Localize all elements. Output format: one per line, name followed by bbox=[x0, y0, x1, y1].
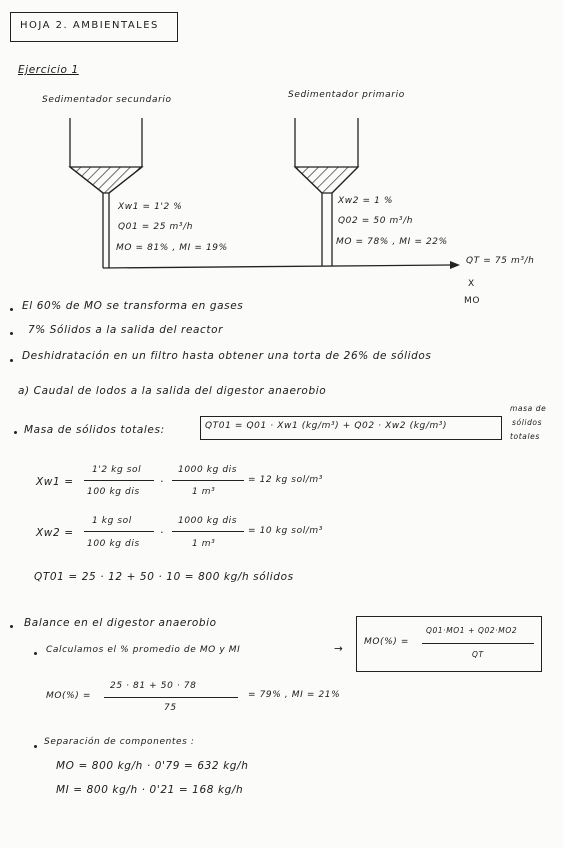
xw1-lhs: Xw1 = bbox=[36, 476, 74, 488]
box-num: Q01·MO1 + Q02·MO2 bbox=[426, 626, 518, 635]
mass-formula: QT01 = Q01 · Xw1 (kg/m³) + Q02 · Xw2 (kg/m³) bbox=[205, 421, 448, 431]
outlet-qt: QT = 75 m³/h bbox=[466, 256, 535, 266]
xw1-frac1 bbox=[84, 480, 154, 481]
stream2-q: Q02 = 50 m³/h bbox=[338, 216, 414, 226]
mass-note-2: sólidos bbox=[512, 418, 543, 427]
question-a: a) Caudal de lodos a la salida del digestor anaerobio bbox=[18, 385, 327, 397]
digester-sub: Calculamos el % promedio de MO y MI bbox=[46, 645, 241, 655]
bullet-dot bbox=[10, 332, 13, 335]
pipe-arrowhead bbox=[450, 261, 460, 269]
bullet-dot bbox=[34, 745, 37, 748]
process-diagram bbox=[0, 0, 563, 300]
xw1-result: = 12 kg sol/m³ bbox=[248, 475, 324, 485]
xw1-den1: 100 kg dis bbox=[87, 487, 140, 497]
label-sed-primario: Sedimentador primario bbox=[288, 90, 405, 100]
xw1-den2: 1 m³ bbox=[192, 487, 216, 497]
label-sed-secundario: Sedimentador secundario bbox=[42, 95, 172, 105]
stream1-mo-mi: MO = 81% , MI = 19% bbox=[116, 243, 228, 253]
mass-note-3: totales bbox=[510, 432, 540, 441]
xw2-frac2 bbox=[172, 531, 244, 532]
qt-calc: QT01 = 25 · 12 + 50 · 10 = 800 kg/h sólidos bbox=[34, 571, 294, 583]
xw2-num1: 1 kg sol bbox=[92, 516, 132, 526]
stream1-q: Q01 = 25 m³/h bbox=[118, 222, 194, 232]
outlet-mo: MO bbox=[464, 296, 481, 306]
bullet-2: 7% Sólidos a la salida del reactor bbox=[28, 324, 224, 336]
xw2-den2: 1 m³ bbox=[192, 539, 216, 549]
xw1-frac2 bbox=[172, 480, 244, 481]
digester-title: Balance en el digestor anaerobio bbox=[24, 617, 217, 629]
xw2-num2: 1000 kg dis bbox=[178, 516, 238, 526]
bullet-dot bbox=[14, 431, 17, 434]
main-pipe bbox=[103, 265, 450, 268]
xw1-dot: · bbox=[160, 476, 164, 488]
xw2-result: = 10 kg sol/m³ bbox=[248, 526, 324, 536]
box-den: QT bbox=[472, 650, 484, 659]
mass-label: Masa de sólidos totales: bbox=[24, 424, 165, 436]
exercise-title: Ejercicio 1 bbox=[18, 64, 79, 76]
xw1-num1: 1'2 kg sol bbox=[92, 465, 142, 475]
xw2-dot: · bbox=[160, 527, 164, 539]
mo-result: = 79% , MI = 21% bbox=[248, 690, 341, 700]
mo-lhs: MO(%) = bbox=[46, 691, 92, 701]
xw2-lhs: Xw2 = bbox=[36, 527, 74, 539]
outlet-x: X bbox=[468, 279, 475, 289]
box-frac bbox=[422, 643, 534, 644]
mo-num: 25 · 81 + 50 · 78 bbox=[110, 681, 197, 691]
bullet-3: Deshidratación en un filtro hasta obtener una torta de 26% de sólidos bbox=[22, 350, 432, 362]
mass-note-1: masa de bbox=[510, 404, 547, 413]
bullet-dot bbox=[10, 308, 13, 311]
box-lhs: MO(%) = bbox=[364, 637, 410, 647]
stream1-xw: Xw1 = 1'2 % bbox=[118, 202, 183, 212]
mo-frac bbox=[104, 697, 238, 698]
bullet-1: El 60% de MO se transforma en gases bbox=[22, 300, 244, 312]
stream2-mo-mi: MO = 78% , MI = 22% bbox=[336, 237, 448, 247]
xw2-frac1 bbox=[84, 531, 154, 532]
separation-title: Separación de componentes : bbox=[44, 737, 195, 747]
digester-arrow: → bbox=[334, 643, 344, 655]
xw1-num2: 1000 kg dis bbox=[178, 465, 238, 475]
bullet-dot bbox=[10, 625, 13, 628]
xw2-den1: 100 kg dis bbox=[87, 539, 140, 549]
bullet-dot bbox=[34, 652, 37, 655]
stream2-xw: Xw2 = 1 % bbox=[338, 196, 394, 206]
page-title: HOJA 2. AMBIENTALES bbox=[20, 20, 159, 31]
bullet-dot bbox=[10, 359, 13, 362]
separation-mo: MO = 800 kg/h · 0'79 = 632 kg/h bbox=[56, 760, 249, 772]
mo-den: 75 bbox=[164, 703, 177, 713]
separation-mi: MI = 800 kg/h · 0'21 = 168 kg/h bbox=[56, 784, 244, 796]
